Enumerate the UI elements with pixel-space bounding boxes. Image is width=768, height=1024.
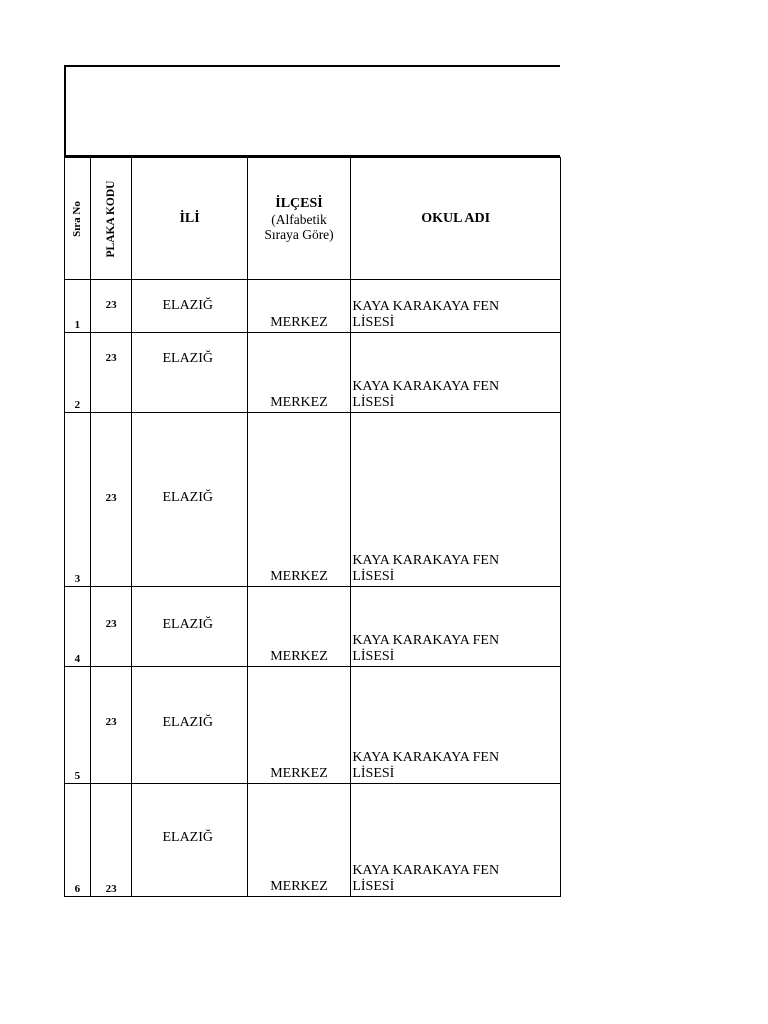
- cell-ilce: [247, 667, 351, 784]
- okul-value: [352, 299, 499, 331]
- header-ili: [132, 158, 247, 280]
- il-value: ELAZIĞ: [162, 617, 214, 632]
- il-value: ELAZIĞ: [162, 351, 214, 366]
- plaka-value: 23: [105, 716, 117, 728]
- okul-value: [352, 750, 499, 782]
- cell-ilce: [247, 587, 351, 667]
- okul-line-2: LİSESİ: [352, 569, 395, 584]
- header-okul-adi: [351, 158, 561, 280]
- cell-sira-no: [65, 784, 91, 897]
- cell-plaka: [90, 413, 132, 587]
- okul-line-2: LİSESİ: [352, 395, 395, 410]
- ilce-value: MERKEZ: [270, 315, 328, 330]
- cell-il: [132, 413, 247, 587]
- cell-il: [132, 667, 247, 784]
- plaka-value: 23: [105, 618, 117, 630]
- header-ilcesi-label: İLÇESİ: [275, 196, 323, 211]
- header-ilcesi-sub-2: Sıraya Göre): [264, 227, 334, 242]
- cell-plaka: [90, 280, 132, 333]
- row-number: 2: [74, 399, 81, 411]
- cell-il: [132, 784, 247, 897]
- cell-okul: [351, 587, 561, 667]
- okul-line-1: KAYA KARAKAYA FEN: [352, 299, 500, 314]
- ilce-value: MERKEZ: [270, 569, 328, 584]
- plaka-value: 23: [105, 352, 117, 364]
- row-number: 3: [74, 573, 81, 585]
- header-plaka-kodu: [90, 158, 132, 280]
- okul-line-1: KAYA KARAKAYA FEN: [352, 863, 500, 878]
- table-row: [65, 587, 561, 667]
- cell-plaka: [90, 333, 132, 413]
- header-plaka-kodu-label: PLAKA KODU: [105, 180, 118, 257]
- cell-plaka: [90, 587, 132, 667]
- header-row: [65, 158, 561, 280]
- okul-line-1: KAYA KARAKAYA FEN: [352, 750, 500, 765]
- cell-sira-no: [65, 667, 91, 784]
- header-sira-no: [65, 158, 91, 280]
- ilce-value: MERKEZ: [270, 395, 328, 410]
- okul-value: [352, 379, 499, 411]
- cell-il: [132, 333, 247, 413]
- title-area: [64, 65, 560, 157]
- row-number: 6: [74, 883, 81, 895]
- cell-sira-no: [65, 587, 91, 667]
- table-row: [65, 667, 561, 784]
- okul-line-2: LİSESİ: [352, 649, 395, 664]
- il-value: ELAZIĞ: [162, 490, 214, 505]
- ilce-value: MERKEZ: [270, 766, 328, 781]
- okul-value: [352, 863, 499, 895]
- header-sira-no-label: Sıra No: [71, 200, 84, 237]
- cell-okul: [351, 280, 561, 333]
- plaka-value: 23: [105, 299, 117, 311]
- row-number: 4: [74, 653, 81, 665]
- okul-value: [352, 633, 499, 665]
- cell-okul: [351, 784, 561, 897]
- cell-ilce: [247, 413, 351, 587]
- plaka-value: 23: [105, 492, 117, 504]
- cell-plaka: [90, 667, 132, 784]
- il-value: ELAZIĞ: [162, 715, 214, 730]
- okul-line-2: LİSESİ: [352, 315, 395, 330]
- okul-line-1: KAYA KARAKAYA FEN: [352, 379, 500, 394]
- plaka-value: 23: [105, 883, 117, 895]
- table-row: [65, 333, 561, 413]
- okul-line-2: LİSESİ: [352, 879, 395, 894]
- row-number: 1: [74, 319, 81, 331]
- table-row: [65, 413, 561, 587]
- row-number: 5: [74, 770, 81, 782]
- cell-ilce: [247, 784, 351, 897]
- cell-okul: [351, 333, 561, 413]
- cell-okul: [351, 667, 561, 784]
- table-row: [65, 784, 561, 897]
- cell-sira-no: [65, 280, 91, 333]
- okul-line-1: KAYA KARAKAYA FEN: [352, 633, 500, 648]
- cell-sira-no: [65, 333, 91, 413]
- il-value: ELAZIĞ: [162, 298, 214, 313]
- okul-line-2: LİSESİ: [352, 766, 395, 781]
- cell-il: [132, 587, 247, 667]
- il-value: ELAZIĞ: [162, 830, 214, 845]
- okul-line-1: KAYA KARAKAYA FEN: [352, 553, 500, 568]
- okul-value: [352, 553, 499, 585]
- header-ili-label: İLİ: [179, 211, 200, 226]
- table-row: [65, 280, 561, 333]
- ilce-value: MERKEZ: [270, 649, 328, 664]
- cell-sira-no: [65, 413, 91, 587]
- cell-ilce: [247, 280, 351, 333]
- cell-plaka: [90, 784, 132, 897]
- cell-okul: [351, 413, 561, 587]
- ilce-value: MERKEZ: [270, 879, 328, 894]
- header-ilcesi-sub-1: (Alfabetik: [271, 212, 327, 227]
- school-table: [64, 157, 561, 897]
- cell-ilce: [247, 333, 351, 413]
- cell-il: [132, 280, 247, 333]
- header-okul-adi-label: OKUL ADI: [421, 211, 491, 226]
- header-ilcesi: [247, 158, 351, 280]
